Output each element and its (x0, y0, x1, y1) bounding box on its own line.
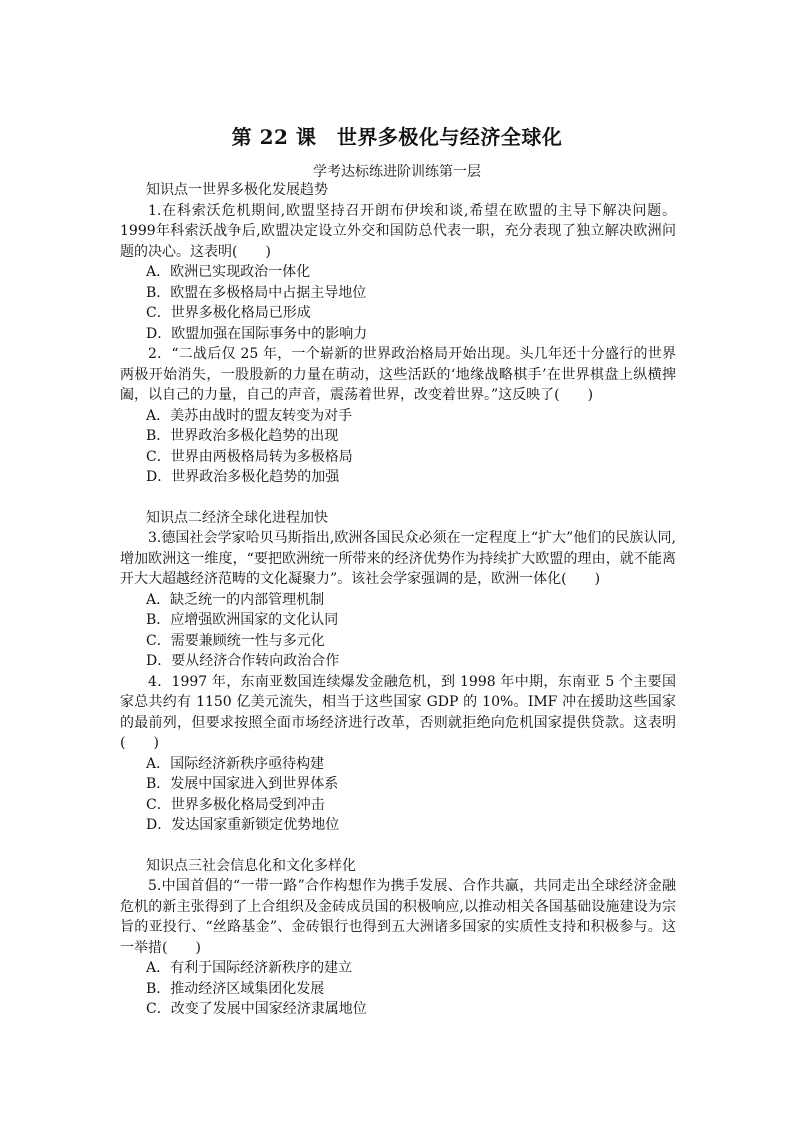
question-5-option-b: B．推动经济区域集团化发展 (146, 980, 325, 997)
question-5-stem: 5.中国首倡的“一带一路”合作构想作为携手发展、合作共赢，共同走出全球经济金融危机的新主张得到了上合组织及金砖成员国的积极响应,以推动相关各国基础设施建设为宗旨的亚投行、“丝路基金”、金砖银行也得到五大洲诸多国家的实质性支持和积极参与。这一举措( ) (120, 878, 676, 956)
question-1-stem: 1.在科索沃危机期间,欧盟坚持召开朗布伊埃和谈,希望在欧盟的主导下解决问题。1999年科索沃战争后,欧盟决定设立外交和国防总代表一职，充分表现了独立解决欧洲问题的决心。这表明( ) (120, 202, 676, 260)
question-1-option-b: B．欧盟在多极格局中占据主导地位 (146, 284, 367, 301)
question-3-option-d: D．要从经济合作转向政治合作 (146, 653, 340, 669)
question-5-option-c: C．改变了发展中国家经济隶属地位 (146, 1001, 367, 1017)
exercise-content (120, 180, 676, 1020)
section-heading-1: 知识点一世界多极化发展趋势 (146, 182, 328, 198)
question-4-option-d: D．发达国家重新锁定优势地位 (146, 817, 340, 833)
question-2-option-c: C．世界由两极格局转为多极格局 (146, 448, 353, 465)
section-heading-3: 知识点三社会信息化和文化多样化 (146, 857, 356, 874)
section-spacer (120, 488, 676, 508)
question-3-stem: 3.德国社会学家哈贝马斯指出,欧洲各国民众必须在一定程度上“扩大”他们的民族认同,增加欧洲这一维度，“要把欧洲统一所带来的经济优势作为持续扩大欧盟的理由，就不能离开大大超越经济范畴的文化凝聚力”。该社会学家强调的是，欧洲一体化( ) (120, 530, 676, 587)
question-1-option-d: D．欧盟加强在国际事务中的影响力 (146, 325, 368, 342)
question-1-option-a: A．欧洲已实现政治一体化 (146, 264, 311, 280)
section-spacer (120, 836, 676, 856)
question-2-option-a: A．美苏由战时的盟友转变为对手 (146, 407, 353, 424)
question-4-option-c: C．世界多极化格局受到冲击 (146, 796, 325, 813)
question-3-option-c: C．需要兼顾统一性与多元化 (146, 632, 325, 649)
question-4-option-a: A．国际经济新秩序亟待构建 (146, 755, 325, 772)
question-4-stem: 4．1997 年，东南亚数国连续爆发金融危机，到 1998 年中期，东南亚 5 个主要国家总共约有 1150 亿美元流失，相当于这些国家 GDP 的 10%。IMF 冲在援助这些国家的最前列，但要求按照全面市场经济进行改革，否则就拒绝向危机国家提供贷款。这表明( ) (120, 673, 676, 751)
section-heading-2: 知识点二经济全球化进程加快 (146, 509, 328, 526)
question-4-option-b: B．发展中国家进入到世界体系 (146, 776, 339, 792)
question-1-option-c: C．世界多极化格局已形成 (146, 305, 311, 321)
exercise-level-subtitle: 学考达标练进阶训练第一层 (313, 164, 481, 180)
question-3-option-a: A．缺乏统一的内部管理机制 (146, 591, 325, 608)
question-2-stem: 2．“二战后仅 25 年，一个崭新的世界政治格局开始出现。头几年还十分盛行的世界两极开始消失，一股股新的力量在萌动，这些活跃的‘地缘战略棋手’在世界棋盘上纵横捭阖，以自己的力量，自己的声音，震荡着世界，改变着世界。”这反映了( ) (120, 346, 676, 403)
question-2-option-b: B．世界政治多极化趋势的出现 (146, 428, 339, 444)
question-5-option-a: A．有利于国际经济新秩序的建立 (146, 960, 353, 976)
question-3-option-b: B．应增强欧洲国家的文化认同 (146, 612, 339, 628)
lesson-title: 第 22 课 世界多极化与经济全球化 (231, 125, 563, 149)
question-2-option-d: D．世界政治多极化趋势的加强 (146, 469, 340, 485)
